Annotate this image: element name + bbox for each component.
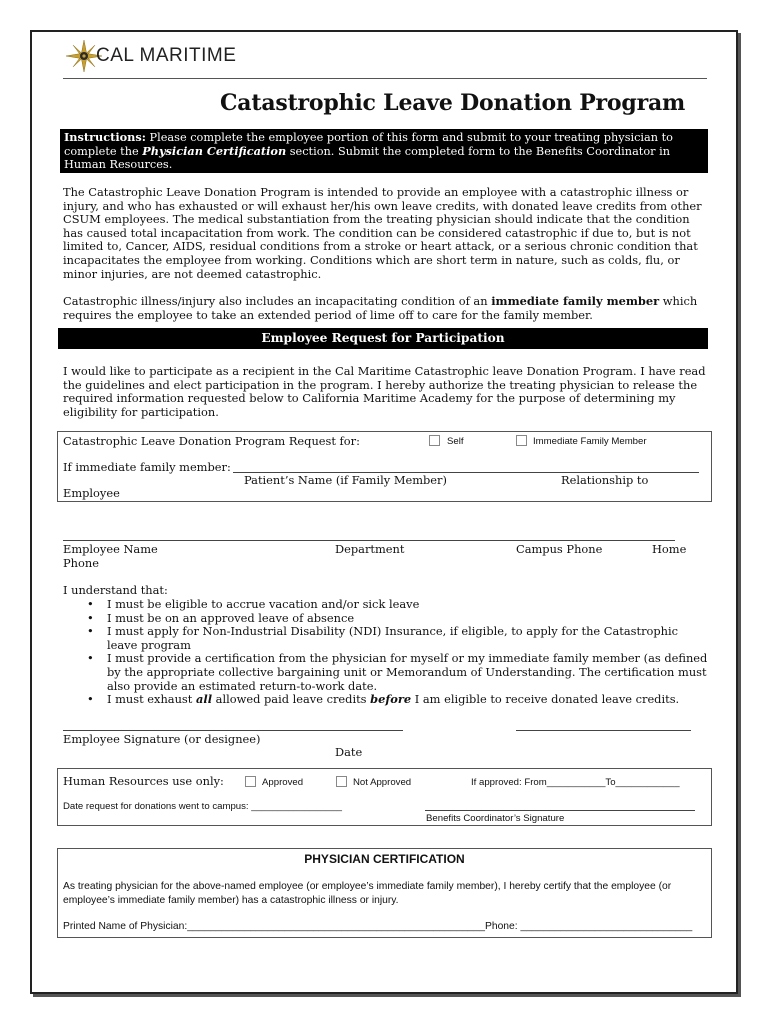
instructions-box bbox=[60, 129, 708, 173]
not-approved-label: Not Approved bbox=[353, 777, 412, 788]
date-line[interactable] bbox=[516, 730, 691, 731]
request-paragraph: I would like to participate as a recipient in the Cal Maritime Catastrophic leave Donation Program. I have read the guidelines and elect participation in the program. I hereby authorize the treating physician to release the required information requested below to California Maritime Academy for the purpose of determining my eligibility for participation. bbox=[63, 364, 706, 419]
not-approved-checkbox[interactable] bbox=[336, 776, 347, 787]
physician-certification-title: PHYSICIAN CERTIFICATION bbox=[304, 852, 465, 866]
section-bar-employee-request: Employee Request for Participation bbox=[58, 328, 708, 349]
self-checkbox[interactable] bbox=[429, 435, 440, 446]
list-item: • I must apply for Non-Industrial Disability (NDI) Insurance, if eligible, to apply for the Catastrophic leave program bbox=[63, 625, 709, 652]
last-item-a: I must exhaust bbox=[107, 692, 196, 707]
hr-use-label: Human Resources use only: bbox=[63, 774, 224, 788]
last-item-b: allowed paid leave credits bbox=[212, 692, 371, 707]
relationship-caption: Relationship to bbox=[561, 473, 649, 487]
date-request-field[interactable]: Date request for donations went to campus: _________________ bbox=[63, 801, 342, 812]
list-item: • I must provide a certification from the physician for myself or my immediate family member (as defined by the appropriate collective bargaining unit or Memorandum of Understanding. The certification must also provide an estimated return-to-work date. bbox=[63, 652, 709, 693]
understand-intro: I understand that: bbox=[63, 583, 168, 597]
list-item: • I must be on an approved leave of absence bbox=[63, 612, 709, 626]
list-item bbox=[63, 693, 709, 707]
last-item-c: I am eligible to receive donated leave credits. bbox=[411, 692, 680, 707]
if-approved-dates[interactable]: If approved: From___________To____________ bbox=[471, 777, 680, 788]
intro-paragraph-2-a: Catastrophic illness/injury also includes an incapacitating condition of an bbox=[63, 294, 492, 308]
intro-paragraph-2 bbox=[63, 295, 709, 322]
employee-signature-line[interactable] bbox=[63, 730, 403, 731]
employee-name-caption: Employee Name bbox=[63, 542, 158, 556]
employee-signature-caption: Employee Signature (or designee) bbox=[63, 732, 261, 746]
intro-paragraph-2-b: which requires the employee to take an extended period of lime off to care for the family member. bbox=[63, 294, 698, 322]
approved-label: Approved bbox=[262, 777, 304, 788]
coordinator-signature-line[interactable] bbox=[425, 810, 695, 811]
physician-name-phone-field[interactable]: Printed Name of Physician:____________________________________________________Phone: ______________________________ bbox=[63, 921, 693, 932]
instructions-label: Instructions: bbox=[64, 130, 146, 144]
last-item-before: before bbox=[370, 692, 412, 707]
last-item-all: all bbox=[195, 692, 213, 707]
employee-info-line[interactable] bbox=[63, 540, 675, 541]
list-item: • I must be eligible to accrue vacation and/or sick leave bbox=[63, 598, 709, 612]
logo-text: CAL MARITIME bbox=[96, 45, 237, 66]
immediate-family-label: Immediate Family Member bbox=[533, 436, 647, 447]
intro-paragraph-1: The Catastrophic Leave Donation Program is intended to provide an employee with a catastrophic illness or injury, and who has exhausted or will exhaust her/his own leave credits, with donated leave credits from other CSUM employees. The medical substantiation from the treating physician should indicate that the condition has caused total incapacitation from work. The condition can be considered catastrophic if due to, but is not limited to, Cancer, AIDS, residual conditions from a stroke or heart attack, or a serious chronic condition that incapacitates the employee from working. Conditions which are short term in nature, such as colds, flu, or minor injuries, are not deemed catastrophic. bbox=[63, 185, 702, 281]
phone-caption: Phone bbox=[63, 556, 99, 570]
page-title: Catastrophic Leave Donation Program bbox=[220, 90, 686, 116]
department-caption: Department bbox=[335, 542, 405, 556]
date-caption: Date bbox=[335, 745, 363, 759]
understand-list bbox=[63, 598, 709, 707]
if-family-label: If immediate family member: bbox=[63, 460, 231, 474]
patient-name-caption: Patient’s Name (if Family Member) bbox=[244, 473, 447, 487]
request-for-label: Catastrophic Leave Donation Program Request for: bbox=[63, 434, 360, 448]
employee-caption: Employee bbox=[63, 486, 120, 500]
coordinator-signature-caption: Benefits Coordinator’s Signature bbox=[426, 813, 565, 824]
intro-paragraph-2-bold: immediate family member bbox=[491, 294, 660, 308]
header-divider bbox=[63, 78, 707, 79]
physician-certification-text: As treating physician for the above-named employee (or employee’s immediate family member), I hereby certify that the employee (or employee’s immediate family member) has a catastrophic illness or injury. bbox=[63, 881, 672, 906]
instructions-text-2: section. Submit the completed form to the Benefits Coordinator in Human Resources. bbox=[64, 144, 671, 171]
approved-checkbox[interactable] bbox=[245, 776, 256, 787]
instructions-text-1: Please complete the employee portion of this form and submit to your treating physician to complete the bbox=[64, 131, 673, 158]
home-caption: Home bbox=[652, 542, 687, 556]
campus-phone-caption: Campus Phone bbox=[516, 542, 603, 556]
self-label: Self bbox=[447, 436, 464, 447]
immediate-family-checkbox[interactable] bbox=[516, 435, 527, 446]
instructions-emphasis: Physician Certification bbox=[142, 143, 287, 158]
